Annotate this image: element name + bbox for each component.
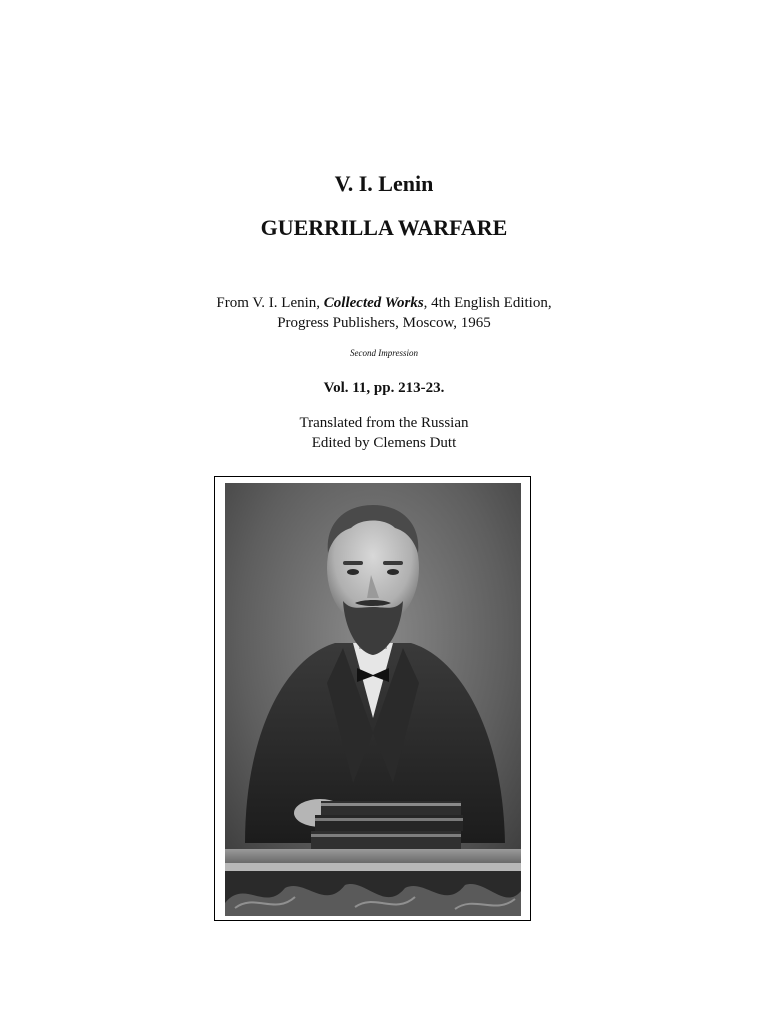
document-title: GUERRILLA WARFARE xyxy=(260,215,508,240)
source-work-title: Collected Works xyxy=(323,295,424,311)
translation-credit xyxy=(0,413,768,453)
source-line-1 xyxy=(0,293,768,313)
translation-line-1: Translated from the Russian xyxy=(299,415,469,431)
portrait-illustration xyxy=(225,483,521,916)
source-prefix: From V. I. Lenin, xyxy=(216,295,324,311)
impression-note: Second Impression xyxy=(350,348,418,358)
volume-pages: Vol. 11, pp. 213-23. xyxy=(323,380,445,396)
translation-line-2: Edited by Clemens Dutt xyxy=(311,435,457,451)
source-citation xyxy=(0,293,768,333)
portrait-photo xyxy=(225,483,521,916)
portrait-frame xyxy=(214,476,531,921)
author-name: V. I. Lenin xyxy=(334,171,434,196)
source-line-2: Progress Publishers, Moscow, 1965 xyxy=(277,315,491,331)
source-suffix: , 4th English Edition, xyxy=(423,295,552,311)
